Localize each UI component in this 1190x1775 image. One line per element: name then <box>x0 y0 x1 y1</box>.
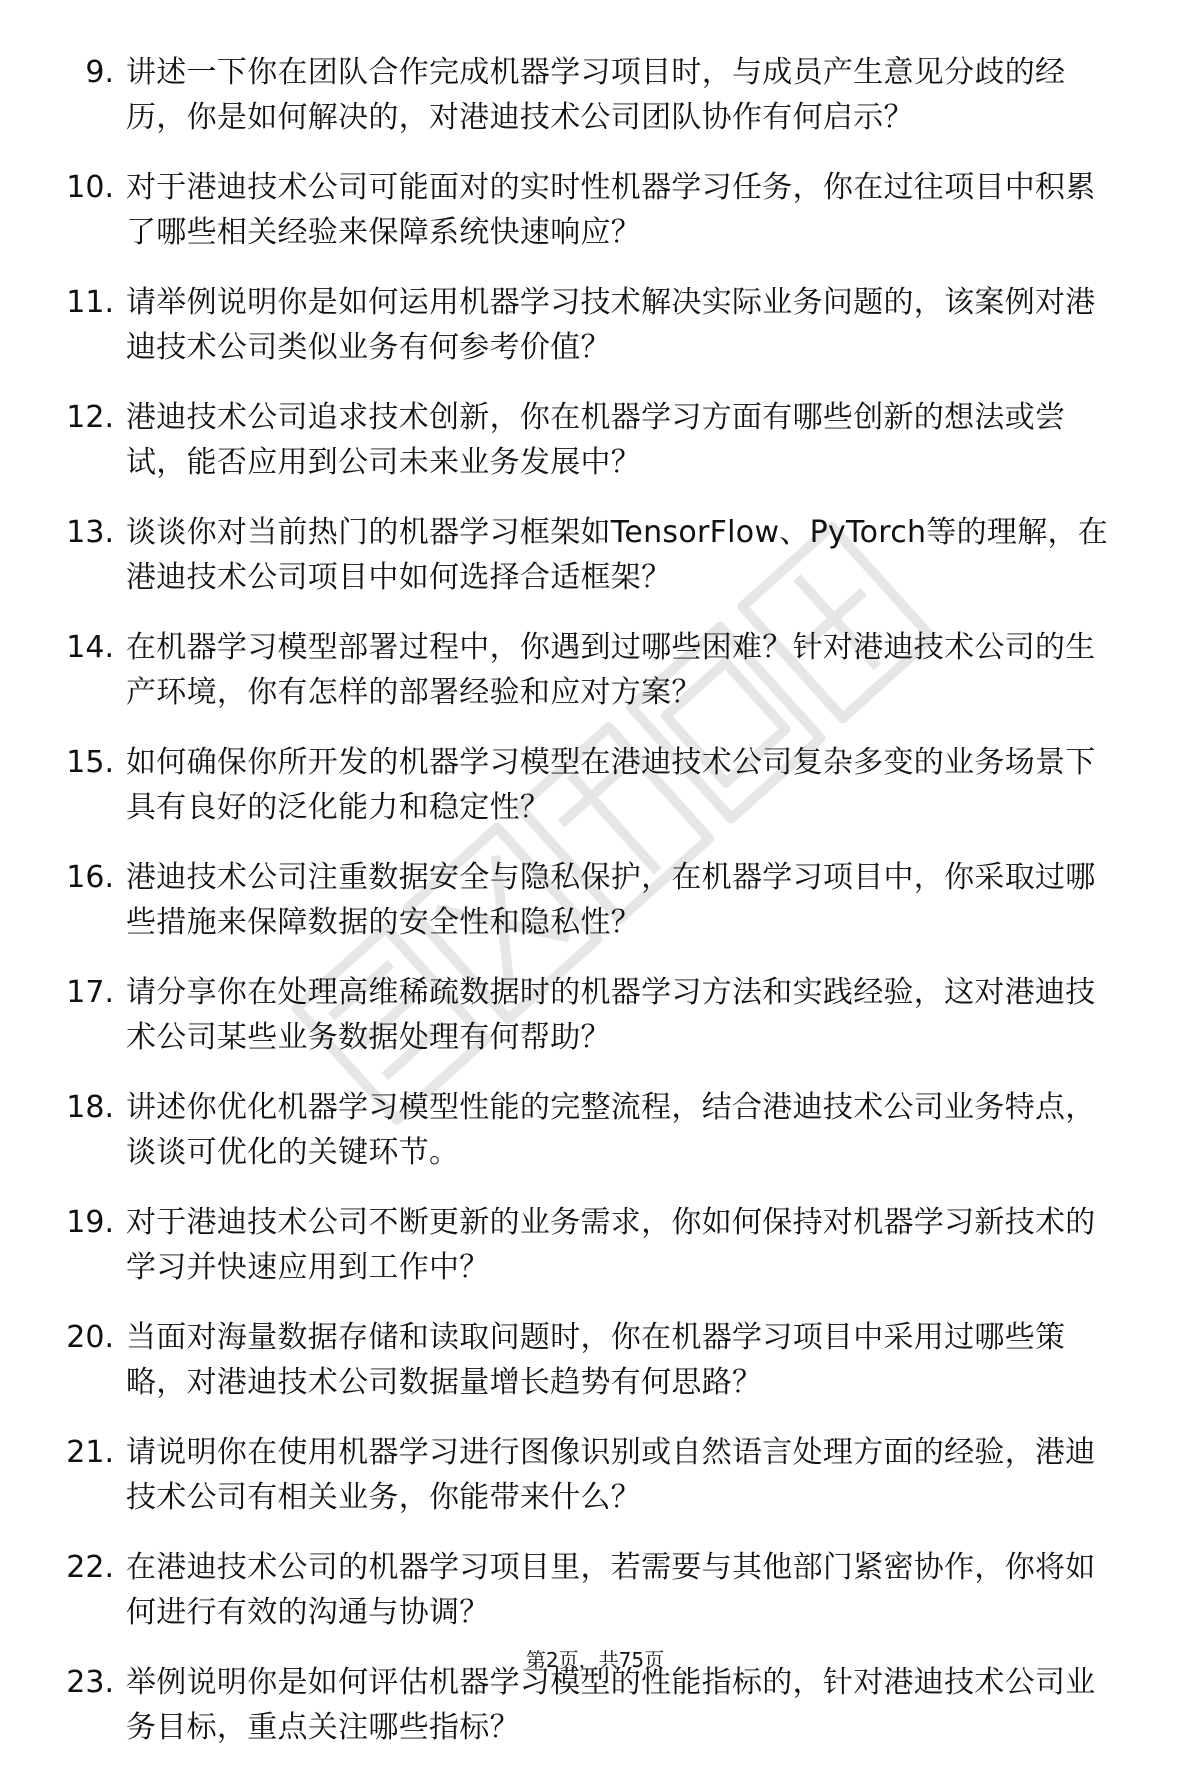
question-text: 请分享你在处理高维稀疏数据时的机器学习方法和实践经验，这对港迪技术公司某些业务数据处理有何帮助？ <box>126 975 1096 1055</box>
question-text: 当面对海量数据存储和读取问题时，你在机器学习项目中采用过哪些策略，对港迪技术公司数据量增长趋势有何思路？ <box>126 1320 1066 1400</box>
question-number: 10. <box>66 170 114 205</box>
question-item <box>56 1545 1116 1635</box>
question-list <box>56 50 1116 1775</box>
question-number: 17. <box>66 975 114 1010</box>
question-number: 20. <box>66 1320 114 1355</box>
question-number: 22. <box>66 1550 114 1585</box>
question-item <box>56 1200 1116 1290</box>
question-item <box>56 625 1116 715</box>
question-number: 15. <box>66 745 114 780</box>
question-text: 在港迪技术公司的机器学习项目里，若需要与其他部门紧密协作，你将如何进行有效的沟通与协调？ <box>126 1550 1096 1630</box>
question-text: 举例说明你是如何评估机器学习模型的性能指标的，针对港迪技术公司业务目标，重点关注哪些指标？ <box>126 1665 1096 1745</box>
question-text: 谈谈你对当前热门的机器学习框架如TensorFlow、PyTorch等的理解，在港迪技术公司项目中如何选择合适框架？ <box>126 515 1109 595</box>
question-number: 18. <box>66 1090 114 1125</box>
question-text: 请说明你在使用机器学习进行图像识别或自然语言处理方面的经验，港迪技术公司有相关业务，你能带来什么？ <box>126 1435 1096 1515</box>
question-text: 讲述你优化机器学习模型性能的完整流程，结合港迪技术公司业务特点，谈谈可优化的关键环节。 <box>126 1090 1096 1170</box>
question-text: 如何确保你所开发的机器学习模型在港迪技术公司复杂多变的业务场景下具有良好的泛化能力和稳定性？ <box>126 745 1096 825</box>
question-item <box>56 1430 1116 1520</box>
question-text: 港迪技术公司追求技术创新，你在机器学习方面有哪些创新的想法或尝试，能否应用到公司未来业务发展中？ <box>126 400 1066 480</box>
page-footer <box>0 1648 1190 1672</box>
question-number: 11. <box>66 285 114 320</box>
question-item <box>56 855 1116 945</box>
question-number: 21. <box>66 1435 114 1470</box>
question-number: 16. <box>66 860 114 895</box>
question-number: 14. <box>66 630 114 665</box>
question-number: 13. <box>66 515 114 550</box>
question-item <box>56 510 1116 600</box>
question-number: 12. <box>66 400 114 435</box>
question-item <box>56 395 1116 485</box>
question-text: 对于港迪技术公司不断更新的业务需求，你如何保持对机器学习新技术的学习并快速应用到工作中？ <box>126 1205 1096 1285</box>
question-item <box>56 280 1116 370</box>
question-item <box>56 1660 1116 1750</box>
question-item <box>56 740 1116 830</box>
question-item <box>56 165 1116 255</box>
question-item <box>56 1085 1116 1175</box>
question-text: 对于港迪技术公司可能面对的实时性机器学习任务，你在过往项目中积累了哪些相关经验来保障系统快速响应？ <box>126 170 1096 250</box>
question-number: 23. <box>66 1665 114 1700</box>
question-item <box>56 50 1116 140</box>
question-text: 在机器学习模型部署过程中，你遇到过哪些困难？针对港迪技术公司的生产环境，你有怎样的部署经验和应对方案？ <box>126 630 1096 710</box>
question-number: 9. <box>85 55 114 90</box>
page-number-label: 第2页，共75页 <box>525 1648 665 1672</box>
question-item <box>56 970 1116 1060</box>
question-text: 港迪技术公司注重数据安全与隐私保护，在机器学习项目中，你采取过哪些措施来保障数据的安全性和隐私性？ <box>126 860 1096 940</box>
question-number: 19. <box>66 1205 114 1240</box>
question-text: 讲述一下你在团队合作完成机器学习项目时，与成员产生意见分歧的经历，你是如何解决的，对港迪技术公司团队协作有何启示？ <box>126 55 1066 135</box>
question-item <box>56 1315 1116 1405</box>
question-text: 请举例说明你是如何运用机器学习技术解决实际业务问题的，该案例对港迪技术公司类似业务有何参考价值？ <box>126 285 1096 365</box>
